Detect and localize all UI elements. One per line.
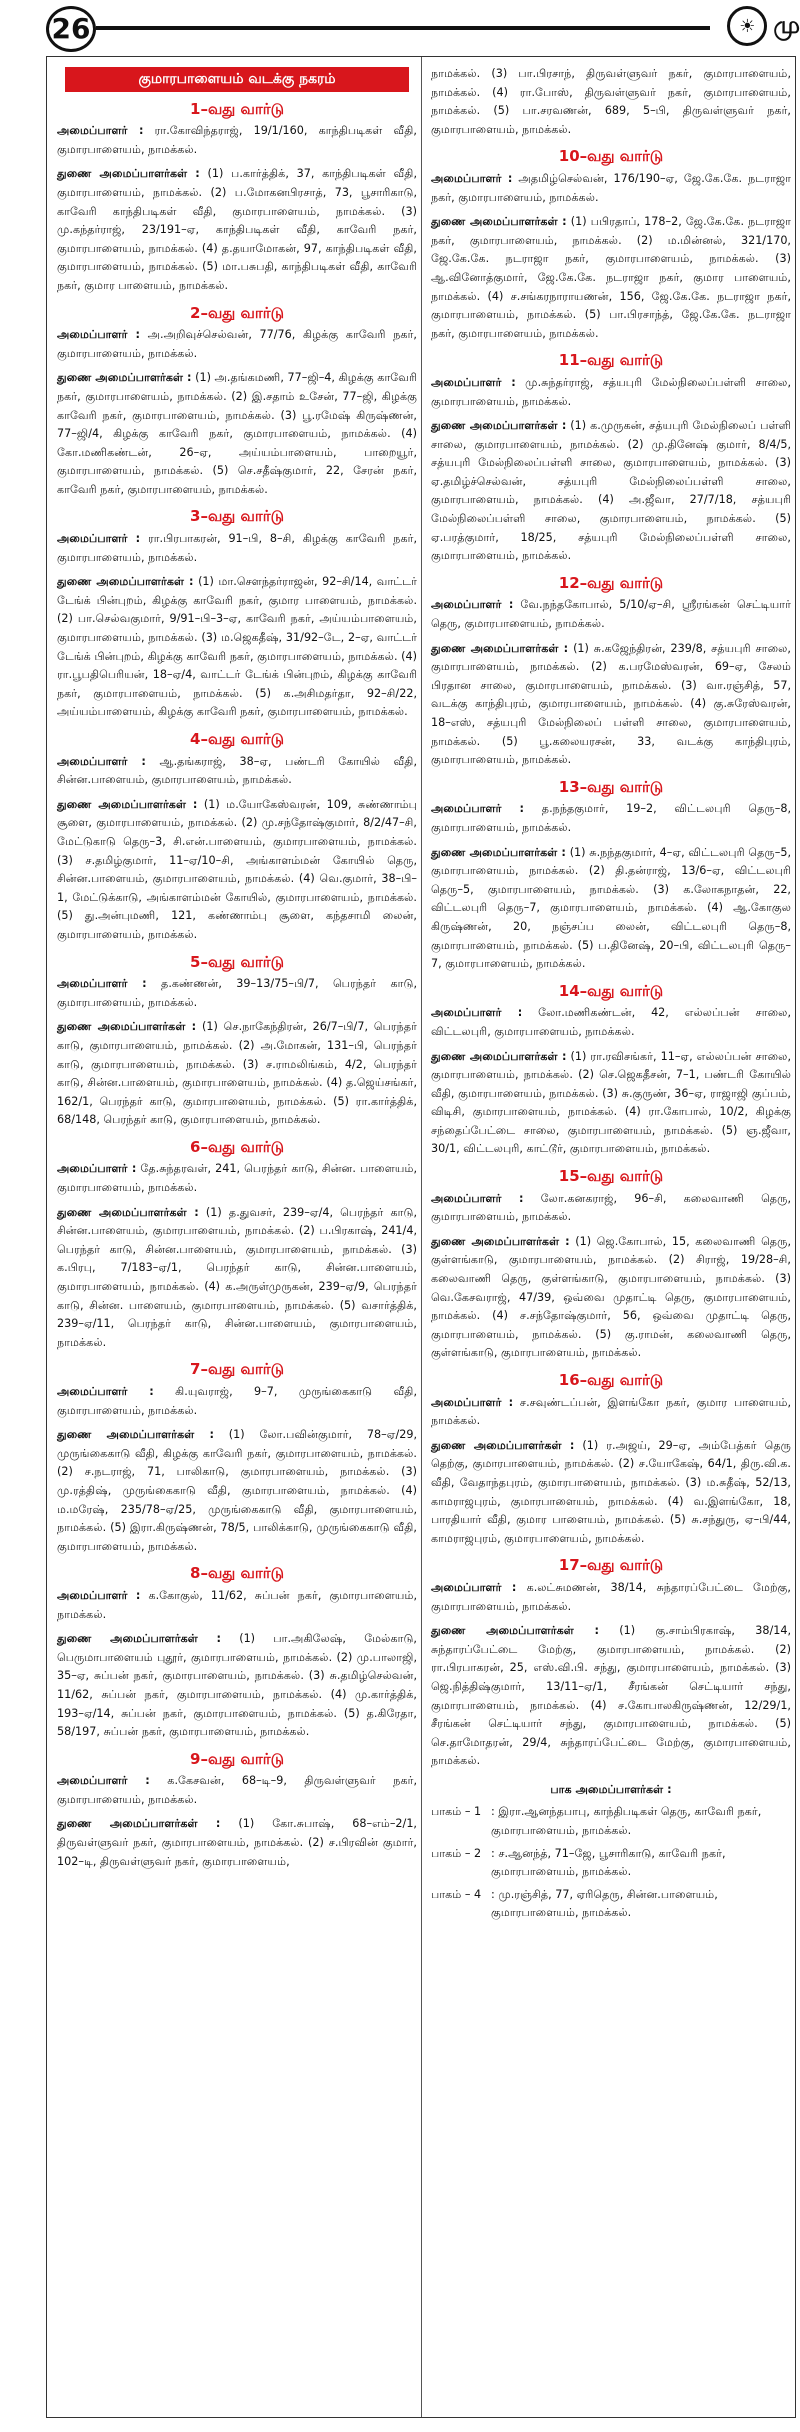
page-number: 26 [46,6,96,52]
ward-leader [57,975,417,1012]
deputy-label: துணை அமைப்பாளர்கள் : [431,215,567,229]
deputy-details: (1) மா.சௌந்தர்ராஜன், 92–சி/14, வாட்டர் டேங்க் பின்புறம், கிழக்கு காவேரி நகர், குமார பாளையம், நாமக்கல். (2) பா.செல்வகுமார், 9/91–பி–3–ஏ, காவேரி நகர், அய்யம்பாளையம், குமாரபாளையம், நாமக்கல். (3) ம.ஜெகதீஷ், 31/92–டே, 2–ஏ, வாட்டர் டேங்க் பின்புறம், கிழக்கு காவேரி நகர், குமாரபாளையம், நாமக்கல். (4) ரா.பூபதிபெரியன், 18–ஏ/4, வாட்டர் டேங்க் பின்புறம், கிழக்கு காவேரி நகர், குமாரபாளையம், நாமக்கல். (5) க.அசிமதர்தா, 92–சி/22, அய்யம்பாளையம், கிழக்கு காவேரி நகர், குமாரபாளையம், நாமக்கல். [57,575,417,719]
leader-details: மு.சுந்தர்ராஜ், சத்யபுரி மேல்நிலைப்பள்ளி சாலை, குமாரபாளையம், நாமக்கல். [431,375,792,408]
leader-details: அதமிழ்செல்வன், 176/190–ஏ, ஜே.கே.கே. நடராஜா நகர், குமாரபாளையம், நாமக்கல். [431,171,792,204]
part-organizers-title: பாக அமைப்பாளர்கள் : [550,1782,672,1796]
part-organizers [431,1781,791,1923]
ward-deputies [57,1630,417,1742]
leader-label: அமைப்பாளர் : [57,977,147,991]
leader-label: அமைப்பாளர் : [57,1385,154,1398]
ward-deputies [57,1018,417,1130]
part-organizer: : மு.ரஞ்சித், 77, ஏரிதெரு, சின்ன.பாளையம், குமாரபாளையம், நாமக்கல். [491,1887,718,1920]
deputy-details: (1) க.முருகன், சத்யபுரி மேல்நிலைப் பள்ளி சாலை, குமாரபாளையம், நாமக்கல். (2) மு.தினேஷ் குமார், 8/4/5, சத்யபுரி மேல்நிலைப்பள்ளி சாலை, குமாரபாளையம், நாமக்கல். (3) ஏ.தமிழ்ச்செல்வன், சத்யபுரி மேல்நிலைப்பள்ளி சாலை, குமாரபாளையம், நாமக்கல். (4) அ.ஜீவா, 27/7/18, சத்யபுரி மேல்நிலைப்பள்ளி சாலை, குமாரபாளையம், நாமக்கல். (5) ஏ.பரத்குமார், 18/25, சத்யபுரி மேல்நிலைப்பள்ளி சாலை, குமாரபாளையம், நாமக்கல். [431,419,791,563]
leader-details: ச.சவுண்டப்பன், இளங்கோ நகர், குமார பாளையம், நாமக்கல். [431,1395,791,1428]
ward-heading: 3–வது வார்டு [190,507,284,526]
ward-deputies [57,165,417,295]
leader-label: அமைப்பாளர் : [431,1395,514,1409]
leader-details: க.கோகுல், 11/62, சுப்பன் நகர், குமாரபாளையம், நாமக்கல். [57,1588,418,1621]
part-number: பாகம் – 1 [431,1805,482,1819]
deputy-details: (1) கோ.சுபாஷ், 68–எம்–2/1, திருவள்ளுவர் நகர், குமாரபாளையம், நாமக்கல். (2) ச.பிரவின் குமார், 102–டி, திருவள்ளுவர் நகர், குமாரபாளையம், [57,1817,417,1868]
leader-details: க.கேசவன், 68–டி–9, திருவள்ளுவர் நகர், குமாரபாளையம், நாமக்கல். [57,1774,417,1806]
deputy-details: (1) ம.யோகேஸ்வரன், 109, சுண்ணாம்பு சூளை, குமாரபாளையம், நாமக்கல். (2) மு.சந்தோஷ்குமார், 8/2/47–சி, மேட்டுகாடு தெரு–3, சி.என்.பாளையம், குமாரபாளையம், நாமக்கல். (3) ச.தமிழ்குமார், 11–ஏ/10–சி, அங்காளம்மன் கோயில் தெரு, சின்ன.பாளையம், குமாரபாளையம், நாமக்கல். (4) வெ.குமார், 38–பி–1, மேட்டுக்காடு, அங்காளம்மன் கோயில், குமாரபாளையம், நாமக்கல். (5) து.அன்புமணி, 121, கண்ணாம்பு சூளை, கந்தசாமி லைன், குமாரபாளையம், நாமக்கல். [57,797,417,941]
deputy-label: துணை அமைப்பாளர்கள் : [57,167,200,181]
ward-heading: 17–வது வார்டு [558,1556,664,1575]
ward-leader [431,1579,791,1616]
header-rule [96,26,710,30]
ward-leader [57,326,417,363]
ward-deputies [57,796,417,945]
continued-text: நாமக்கல். (3) பா.பிரசாந், திருவள்ளுவர் நகர், குமாரபாளையம், நாமக்கல். (4) ரா.போஸ், திருவள்ளுவர் நகர், குமாரபாளையம், நாமக்கல். (5) பா.சரவணன், 689, 5–பி, திருவள்ளுவர் நகர், குமாரபாளையம், நாமக்கல். [431,67,791,136]
ward-leader [57,1772,417,1809]
ward-deputies [431,213,791,343]
deputy-label: துணை அமைப்பாளர்கள் : [57,371,192,385]
deputy-details: (1) பபிரதாப், 178–2, ஜே.கே.கே. நடராஜா நகர், குமாரபாளையம், நாமக்கல். (2) ம.மின்னல், 321/170, ஜே.கே.கே. நடராஜா நகர், குமாரபாளையம், நாமக்கல். (3) ஆ.வினோத்குமார், ஜே.கே.கே. நடராஜா நகர், குமார பாளையம், நாமக்கல். (4) ச.சங்கரநாராயணன், 156, ஜே.கே.கே. நடராஜா நகர், குமாரபாளையம், நாமக்கல். (5) பா.பிரசாந்த், ஜே.கே.கே. நடராஜா நகர், குமாரபாளையம், நாமக்கல். [431,215,791,340]
leader-details: ரா.பிரபாகரன், 91–பி, 8–சி, கிழக்கு காவேரி நகர், குமாரபாளையம், நாமக்கல். [57,532,418,564]
ward-leader [431,1004,791,1041]
ward-heading: 8–வது வார்டு [190,1564,284,1583]
leader-label: அமைப்பாளர் : [57,1774,150,1788]
deputy-label: துணை அமைப்பாளர்கள் : [57,1205,199,1219]
deputy-details: (1) சு.கஜேந்திரன், 239/8, சத்யபுரி சாலை, குமாரபாளையம், நாமக்கல். (2) க.பரமேஸ்வரன், 69–ஏ, சேலம் பிரதான சாலை, குமாரபாளையம், நாமக்கல். (3) வா.ரஞ்சித், 57, வடக்கு காந்திபுரம், குமாரபாளையம், நாமக்கல். (4) கு.சுரேஸ்வரன், 18–எஸ், சத்யபுரி மேல்நிலைப் பள்ளி சாலை, குமாரபாளையம், நாமக்கல். (5) பூ.கலையரசன், 33, வடக்கு காந்திபுரம், குமாரபாளையம், நாமக்கல். [431,641,791,767]
leader-label: அமைப்பாளர் : [431,802,525,816]
leader-details: க.லட்சுமணன், 38/14, சுந்தாரப்பேட்டை மேற்கு, குமாரபாளையம், நாமக்கல். [431,1580,791,1613]
deputy-details: (1) ஜெ.கோபால், 15, கலைவாணி தெரு, குள்ளங்காடு, குமாரபாளையம், நாமக்கல். (2) சிராஜ், 19/28–சி, கலைவாணி தெரு, குள்ளங்காடு, குமாரபாளையம், நாமக்கல். (3) வெ.கேசவராஜ், 47/39, ஒவ்வை முதாட்டி தெரு, குமாரபாளையம், நாமக்கல். (4) ச.சந்தோஷ்குமார், 56, ஒவ்வை முதாட்டி தெரு, குமாரபாளையம், நாமக்கல். (5) கு.ராமன், கலைவாணி தெரு, குள்ளங்காடு, குமாரபாளையம், நாமக்கல். [431,1234,792,1360]
ward-heading: 2–வது வார்டு [190,303,284,322]
deputy-label: துணை அமைப்பாளர்கள் : [431,641,569,655]
masthead-text: மு [773,10,800,39]
ward-heading: 1–வது வார்டு [190,99,284,118]
deputy-label: துணை அமைப்பாளர்கள் : [431,845,566,859]
ward-leader [57,753,417,790]
ward-heading: 5–வது வார்டு [190,952,284,971]
leader-details: அ.அறிவுச்செல்வன், 77/76, கிழக்கு காவேரி நகர், குமாரபாளையம், நாமக்கல். [57,328,417,360]
column-divider [421,57,422,2417]
article-frame [46,56,796,2418]
sun-logo-icon: ☀ [727,6,767,46]
leader-label: அமைப்பாளர் : [431,1580,517,1594]
deputy-label: துணை அமைப்பாளர்கள் : [431,1438,575,1452]
ward-heading: 9–வது வார்டு [190,1749,284,1768]
ward-leader [57,530,417,567]
ward-heading: 15–வது வார்டு [558,1167,664,1186]
deputy-label: துணை அமைப்பாளர்கள் : [57,1020,197,1034]
ward-heading: 10–வது வார்டு [558,147,664,166]
masthead-logo [727,6,800,46]
ward-leader [431,596,791,633]
part-organizer: : ச.ஆனந்த், 71–ஜே, பூசாரிகாடு, காவேரி நகர், குமாரபாளையம், நாமக்கல். [491,1846,726,1879]
deputy-label: துணை அமைப்பாளர்கள் : [57,1428,214,1442]
ward-heading: 11–வது வார்டு [558,351,664,370]
leader-label: அமைப்பாளர் : [57,532,141,546]
deputy-label: துணை அமைப்பாளர்கள் : [57,575,194,589]
part-row [431,1803,791,1840]
ward-heading: 12–வது வார்டு [558,573,664,592]
ward-deputies [431,1048,791,1160]
ward-leader [57,1587,417,1624]
leader-details: கி.யுவராஜ், 9–7, முருங்கைகாடு வீதி, குமாரபாளையம், நாமக்கல். [57,1385,418,1417]
deputy-details: (1) ரா.ரவிசங்கர், 11–ஏ, எல்லப்பன் சாலை, குமாரபாளையம், நாமக்கல். (2) செ.ஜெகதீசன், 7–1, பண்டரி கோயில் வீதி, குமாரபாளையம், நாமக்கல். (3) சு.குருண், 36–ஏ, ராஜாஜி குப்பம், விடிசி, குமாரபாளையம், நாமக்கல். (4) ரா.கோபால், 10/2, கிழக்கு சந்தைப்பேட்டை சாலை, குமாரபாளையம், நாமக்கல். (5) ஞ.ஜீவா, 30/1, விட்டலபுரி, காட்டூர், குமாரபாளையம், நாமக்கல். [431,1049,792,1156]
ward-heading: 7–வது வார்டு [190,1360,284,1379]
part-number: பாகம் – 4 [431,1887,482,1901]
ward-leader [57,1160,417,1197]
leader-label: அமைப்பாளர் : [57,1162,137,1176]
right-column [431,65,791,1927]
ward-deputies [431,417,791,566]
ward-deputies [57,573,417,722]
ward-deputies [57,1204,417,1353]
deputy-details: (1) ப.கார்த்திக், 37, காந்திபடிகள் வீதி, குமாரபாளையம், நாமக்கல். (2) ப.மோகனபிரசாத், 73, பூசாரிகாடு, காவேரி காந்திபடிகள் வீதி, குமாரபாளையம், நாமக்கல். (3) மு.கந்தர்ராஜ், 23/191–ஏ, காந்திபடிகள் வீதி, காவேரி நகர், குமாரபாளையம், நாமக்கல். (4) த.தயாமோகன், 97, காந்திபடிகள் வீதி, குமாரபாளையம், நாமக்கல். (5) மா.பசுபதி, காந்திபடிகள் வீதி, காவேரி நகர், குமார பாளையம், நாமக்கல். [57,167,418,292]
leader-details: வே.நந்தகோபால், 5/10/ஏ–சி, ஸ்ரீரங்கன் செட்டியார் தெரு, குமாரபாளையம், நாமக்கல். [431,598,791,631]
leader-label: அமைப்பாளர் : [431,1191,524,1205]
ward-deputies [431,1233,791,1363]
leader-details: தே.சுந்தரவள், 241, பெரந்தர் காடு, சின்ன. பாளையம், குமாரபாளையம், நாமக்கல். [57,1162,418,1195]
page-header [0,0,800,52]
leader-label: அமைப்பாளர் : [431,375,516,389]
leader-details: ஆ.தங்கராஜ், 38–ஏ, பண்டரி கோயில் வீதி, சின்ன.பாளையம், குமாரபாளையம், நாமக்கல். [57,754,418,787]
ward-leader [57,122,417,159]
ward-heading: 13–வது வார்டு [558,777,664,796]
deputy-details: (1) கு.சாம்பிரகாஷ், 38/14, சுந்தாரப்பேட்டை மேற்கு, குமாரபாளையம், நாமக்கல். (2) ரா.பிரபாகரன், 25, எஸ்.வி.பி. சந்து, குமாரபாளையம், நாமக்கல். (3) ஜெ.நித்திஷ்குமார், 13/11–ஏ/1, சீரங்கன் செட்டியார் சந்து, குமாரபாளையம், நாமக்கல். (4) ச.கோபாலகிருஷ்ணன், 12/29/1, சீரங்கன் செட்டியார் சந்து, குமாரபாளையம், நாமக்கல். (5) செ.தாமோதரன், 29/4, சுந்தாரப்பேட்டை மேற்கு, குமாரபாளையம், நாமக்கல். [431,1624,791,1768]
leader-details: த.கண்ணன், 39–13/75–பி/7, பெரந்தர் காடு, குமாரபாளையம், நாமக்கல். [57,977,417,1009]
ward-heading: 16–வது வார்டு [558,1371,664,1389]
ward-heading: 14–வது வார்டு [558,981,664,1000]
deputy-details: (1) லோ.பவின்குமார், 78–ஏ/29, முருங்கைகாடு வீதி, கிழக்கு காவேரி நகர், குமாரபாளையம், நாமக்கல். (2) ச.நடராஜ், 71, பாலிகாடு, குமாரபாளையம், நாமக்கல். (3) மு.ரத்திஷ், முருங்கைகாடு வீதி, குமாரபாளையம், நாமக்கல். (4) ம.மரேஷ், 235/78–ஏ/25, முருங்கைகாடு வீதி, குமாரபாளையம், நாமக்கல். (5) இரா.கிருஷ்ணன், 78/5, பாலிக்காடு, முருங்கைகாடு வீதி, குமாரபாளையம், நாமக்கல். [57,1428,417,1553]
leader-label: அமைப்பாளர் : [57,1588,141,1602]
ward-deputies [431,640,791,770]
deputy-details: (1) சு.நந்தகுமார், 4–ஏ, விட்டலபுரி தெரு–5, குமாரபாளையம், நாமக்கல். (2) தி.தன்ராஜ், 13/6–ஏ, விட்டலபுரி தெரு–5, குமாரபாளையம், நாமக்கல். (3) க.லோகநாதன், 22, விட்டலபுரி தெரு–7, குமாரபாளையம், நாமக்கல். (4) ஆ.கோகுல கிருஷ்ணன், 20, நஞ்சப்ப லைன், விட்டலபுரி தெரு–8, குமாரபாளையம், நாமக்கல். (5) ப.தினேஷ், 20–பி, விட்டலபுரி தெரு–7, குமாரபாளையம், நாமக்கல். [431,845,792,971]
ward-leader [431,374,791,411]
leader-label: அமைப்பாளர் : [431,1006,523,1020]
ward-heading: 6–வது வார்டு [190,1137,284,1156]
leader-details: ரா.கோவிந்தராஜ், 19/1/160, காந்திபடிகள் வீதி, குமாரபாளையம், நாமக்கல். [57,124,417,156]
leader-label: அமைப்பாளர் : [57,328,140,342]
leader-details: லோ.மணிகண்டன், 42, எல்லப்பன் சாலை, விட்டலபுரி, குமாரபாளையம், நாமக்கல். [431,1006,791,1038]
ward-deputies [57,1815,417,1871]
ward-leader [57,1383,417,1420]
part-organizer: : இரா.ஆனந்தபாபு, காந்திபடிகள் தெரு, காவேரி நகர், குமாரபாளையம், நாமக்கல். [491,1805,762,1838]
deputy-label: துணை அமைப்பாளர்கள் : [431,1234,570,1248]
ward-leader [431,1190,791,1227]
deputy-details: (1) அ.தங்கமணி, 77–ஜி–4, கிழக்கு காவேரி நகர், குமாரபாளையம், நாமக்கல். (2) இ.சதாம் உசேன், 77–ஜி, கிழக்கு காவேரி நகர், குமாரபாளையம், நாமக்கல். (3) பூ.ரமேஷ் கிருஷ்ணன், 77–ஜி/4, கிழக்கு காவேரி நகர், குமாரபாளையம், நாமக்கல். (4) கோ.மணிகண்டன், 26–ஏ, அய்யம்பாளையம், பாறையூர், குமாரபாளையம், நாமக்கல். (5) செ.சதீஷ்குமார், 22, சேரன் நகர், காவேரி நகர், குமாரபாளையம், நாமக்கல். [57,371,417,496]
part-row [431,1845,791,1882]
deputy-label: துணை அமைப்பாளர்கள் : [57,1632,221,1646]
leader-details: லோ.கனகராஜ், 96–சி, கலைவாணி தெரு, குமாரபாளையம், நாமக்கல். [431,1191,791,1224]
ward-deputies [431,844,791,974]
deputy-details: (1) ர.அஜய், 29–ஏ, அம்பேத்கர் தெரு தெற்கு, குமாரபாளையம், நாமக்கல். (2) ச.யோகேஷ், 64/1, திரு.வி.க. வீதி, வேதாந்தபுரம், குமாரபாளையம், நாமக்கல். (3) ம.சுதீஷ், 52/13, காமராஜபுரம், குமாரபாளையம், நாமக்கல். (4) வ.இளங்கோ, 18, பாரதியார் வீதி, குமார பாளையம், நாமக்கல். (5) சு.சந்துரு, ஏ–பி/44, காமராஜபுரம், குமாரபாளையம், நாமக்கல். [431,1438,791,1545]
ward-heading: 4–வது வார்டு [190,730,284,748]
deputy-details: (1) த.துவசர், 239–ஏ/4, பெரந்தர் காடு, சின்ன.பாளையம், குமாரபாளையம், நாமக்கல். (2) ப.பிரகாஷ், 241/4, பெரந்தர் காடு, சின்ன.பாளையம், குமாரபாளையம், நாமக்கல். (3) க.பிரபு, 7/183–ஏ/1, பெரந்தர் காடு, சின்ன.பாளையம், குமாரபாளையம், நாமக்கல். (4) க.அருள்முருகன், 239–ஏ/9, பெரந்தர் காடு, சின்ன. பாளையம், குமாரபாளையம், நாமக்கல். (5) வசார்த்திக், 239–ஏ/11, பெரந்தர் காடு, சின்ன.பாளையம், குமாரபாளையம், நாமக்கல். [57,1205,418,1349]
deputy-label: துணை அமைப்பாளர்கள் : [431,1049,567,1063]
leader-label: அமைப்பாளர் : [57,124,144,138]
deputy-label: துணை அமைப்பாளர்கள் : [431,419,567,433]
deputy-details: (1) பா.அகிலேஷ், மேல்காடு, பெருமாபாளையம் புதூர், குமாரபாளையம், நாமக்கல். (2) மு.பாலாஜி, 35–ஏ, சுப்பன் நகர், குமாரபாளையம், நாமக்கல். (3) சு.தமிழ்செல்வன், 11/62, சுப்பன் நகர், குமாரபாளையம், நாமக்கல். (4) மு.கார்த்திக், 193–ஏ/14, சுப்பன் நகர், குமாரபாளையம், நாமக்கல். (5) த.கிரேதா, 58/197, சுப்பன் நகர், குமாரபாளையம், நாமக்கல். [57,1632,417,1739]
leader-details: த.நந்தகுமார், 19–2, விட்டலபுரி தெரு–8, குமாரபாளையம், நாமக்கல். [431,802,792,834]
leader-label: அமைப்பாளர் : [431,171,513,185]
ward-deputies [431,1437,791,1549]
article-title: குமாரபாளையம் வடக்கு நகரம் [65,67,409,92]
ward-leader [431,800,791,837]
deputy-details: (1) செ.நாகேந்திரன், 26/7–பி/7, பெரந்தர் காடு, குமாரபாளையம், நாமக்கல். (2) அ.மோகன், 131–பி, பெரந்தர் காடு, குமாரபாளையம், நாமக்கல். (3) ச.ராமலிங்கம், 4/2, பெரந்தர் காடு, சின்ன.பாளையம், குமாரபாளையம், நாமக்கல். (4) த.ஜெய்சங்கர், 162/1, பெரந்தர் காடு, குமாரபாளையம், நாமக்கல். (5) ரா.கார்த்திக், 68/148, பெரந்தர் காடு, குமாரபாளையம், நாமக்கல். [57,1020,417,1127]
ward-deputies [57,1426,417,1556]
left-column [57,65,417,1877]
deputy-label: துணை அமைப்பாளர்கள் : [431,1624,599,1638]
part-number: பாகம் – 2 [431,1846,482,1860]
leader-label: அமைப்பாளர் : [431,598,514,612]
deputy-label: துணை அமைப்பாளர்கள் : [57,1817,221,1831]
leader-label: அமைப்பாளர் : [57,754,146,768]
ward-leader [431,1394,791,1431]
ward-leader [431,170,791,207]
ward-deputies [57,369,417,499]
ward-deputies [431,1622,791,1771]
deputy-label: துணை அமைப்பாளர்கள் : [57,797,198,811]
part-row [431,1886,791,1923]
